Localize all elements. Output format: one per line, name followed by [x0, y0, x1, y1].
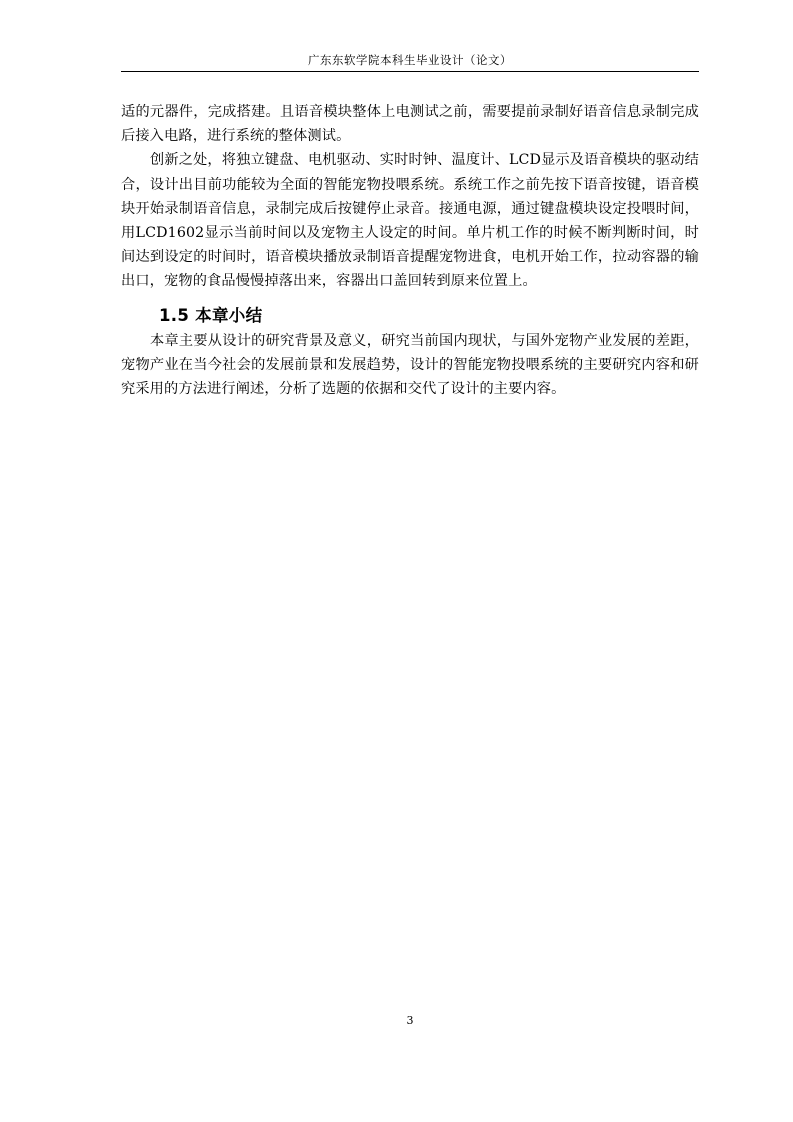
paragraph-chapter-summary: 本章主要从设计的研究背景及意义，研究当前国内现状，与国外宠物产业发展的差距，宠物产业在当今社会的发展前景和发展趋势，设计的智能宠物投喂系统的主要研究内容和研究采用的方法进行阐述，分析了选题的依据和交代了设计的主要内容。	[121, 332, 699, 398]
paragraph-continuation: 适的元器件，完成搭建。且语音模块整体上电测试之前，需要提前录制好语音信息录制完成后接入电路，进行系统的整体测试。	[121, 104, 699, 145]
page-body	[121, 100, 699, 401]
section-heading: 1.5 本章小结	[159, 305, 263, 325]
running-header: 广东东软学院本科生毕业设计（论文）	[308, 53, 512, 67]
paragraph-innovation: 创新之处，将独立键盘、电机驱动、实时时钟、温度计、LCD显示及语音模块的驱动结合，设计出目前功能较为全面的智能宠物投喂系统。系统工作之前先按下语音按键，语音模块开始录制语音信息，录制完成后按键停止录音。接通电源，通过键盘模块设定投喂时间，用LCD1602显示当前时间以及宠物主人设定的时间。单片机工作的时候不断判断时间，时间达到设定的时间时，语音模块播放录制语音提醒宠物进食，电机开始工作，拉动容器的输出口，宠物的食品慢慢掉落出来，容器出口盖回转到原来位置上。	[121, 152, 699, 290]
page-number: 3	[406, 1014, 414, 1027]
header-rule	[121, 71, 699, 72]
